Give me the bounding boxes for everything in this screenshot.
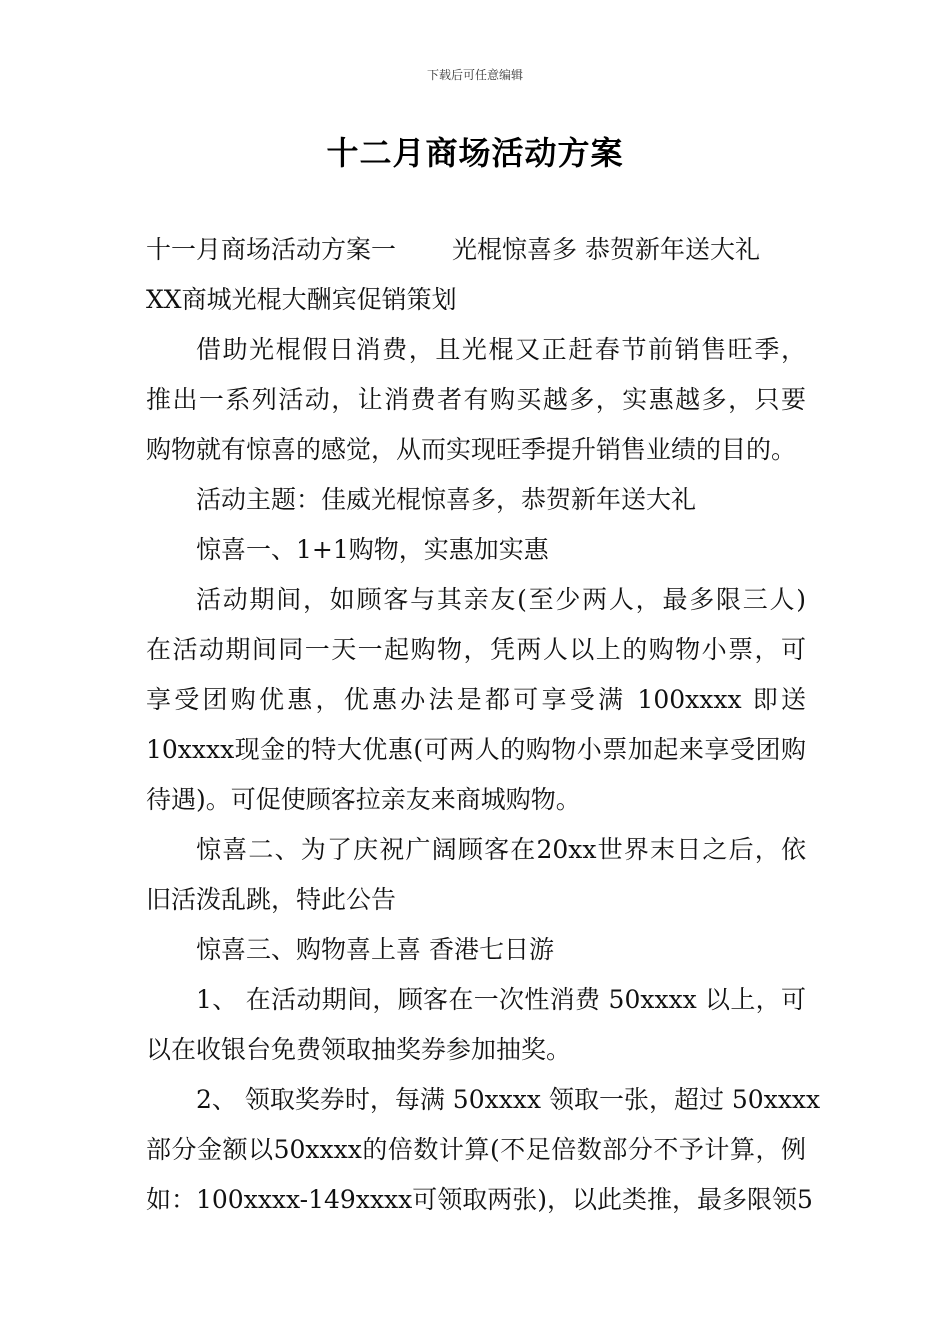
subtitle-line-2: XX商城光棍大酬宾促销策划 (146, 285, 457, 314)
subtitle-part-2: 光棍惊喜多 恭贺新年送大礼 (452, 235, 760, 264)
subtitle-part-1: 十一月商场活动方案一 (146, 235, 397, 264)
paragraph-line: 借助光棍假日消费，且光棍又正赶春节前销售旺季， (196, 335, 806, 364)
paragraph-line: 活动期间，如顾客与其亲友(至少两人，最多限三人) (196, 585, 806, 614)
paragraph-line: 购物就有惊喜的感觉，从而实现旺季提升销售业绩的目的。 (146, 435, 797, 464)
list-item-line: 部分金额以50xxxx的倍数计算(不足倍数部分不予计算，例 (146, 1135, 806, 1164)
list-item-line: 如：100xxxx-149xxxx可领取两张)，以此类推，最多限领5 (146, 1185, 813, 1214)
list-item-line: 以在收银台免费领取抽奖券参加抽奖。 (146, 1035, 572, 1064)
list-item-line: 2、 领取奖券时，每满 50xxxx 领取一张，超过 50xxxx (196, 1085, 821, 1114)
activity-theme-line: 活动主题：佳威光棍惊喜多，恭贺新年送大礼 (196, 485, 697, 514)
paragraph-line: 推出一系列活动，让消费者有购买越多，实惠越多，只要 (146, 385, 806, 414)
surprise-two-line: 惊喜二、为了庆祝广阔顾客在20xx世界末日之后，依 (196, 835, 806, 864)
paragraph-line: 待遇)。可促使顾客拉亲友来商城购物。 (146, 785, 581, 814)
document-body (146, 225, 821, 1225)
document-title: 十二月商场活动方案 (326, 134, 624, 172)
header-note: 下载后可任意编辑 (426, 68, 523, 82)
surprise-one-heading: 惊喜一、1+1购物，实惠加实惠 (196, 535, 549, 564)
paragraph-line: 享受团购优惠，优惠办法是都可享受满 100xxxx 即送 (146, 685, 806, 714)
subtitle-line (146, 225, 806, 275)
paragraph-line: 在活动期间同一天一起购物，凭两人以上的购物小票，可 (146, 635, 806, 664)
surprise-three-heading: 惊喜三、购物喜上喜 香港七日游 (196, 935, 554, 964)
surprise-two-line: 旧活泼乱跳，特此公告 (146, 885, 397, 914)
paragraph-line: 10xxxx现金的特大优惠(可两人的购物小票加起来享受团购 (146, 735, 806, 764)
list-item-line: 1、 在活动期间，顾客在一次性消费 50xxxx 以上，可 (196, 985, 806, 1014)
